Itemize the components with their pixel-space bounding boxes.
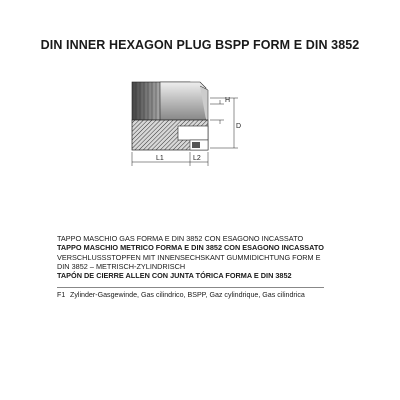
description-line: VERSCHLUSSSTOPFEN MIT INNENSECHSKANT GUMMIDICHTUNG FORM E	[57, 252, 321, 262]
description-block	[57, 234, 357, 280]
plug-top-view	[132, 82, 208, 120]
label-d: D	[236, 123, 242, 130]
technical-drawing	[130, 78, 250, 170]
description-line: DIN 3852 – METRISCH-ZYLINDRISCH	[57, 261, 186, 271]
label-l1: L1	[156, 155, 164, 162]
divider	[57, 287, 324, 288]
footnote-text: Zylinder-Gasgewinde, Gas cilindrico, BSPP, Gaz cylindrique, Gas cilindrica	[70, 291, 305, 299]
description-line: TAPPO MASCHIO GAS FORMA E DIN 3852 CON ESAGONO INCASSATO	[57, 234, 304, 243]
plug-section	[132, 120, 208, 150]
description-line: TAPPO MASCHIO METRICO FORMA E DIN 3852 CON ESAGONO INCASSATO	[57, 243, 324, 253]
label-l2: L2	[193, 155, 201, 162]
description-line: TAPÓN DE CIERRE ALLEN CON JUNTA TÓRICA FORMA E DIN 3852	[57, 271, 292, 281]
footnote-code: F1	[57, 291, 66, 299]
page-title: DIN INNER HEXAGON PLUG BSPP FORM E DIN 3852	[40, 38, 360, 52]
label-h: H	[225, 97, 231, 104]
